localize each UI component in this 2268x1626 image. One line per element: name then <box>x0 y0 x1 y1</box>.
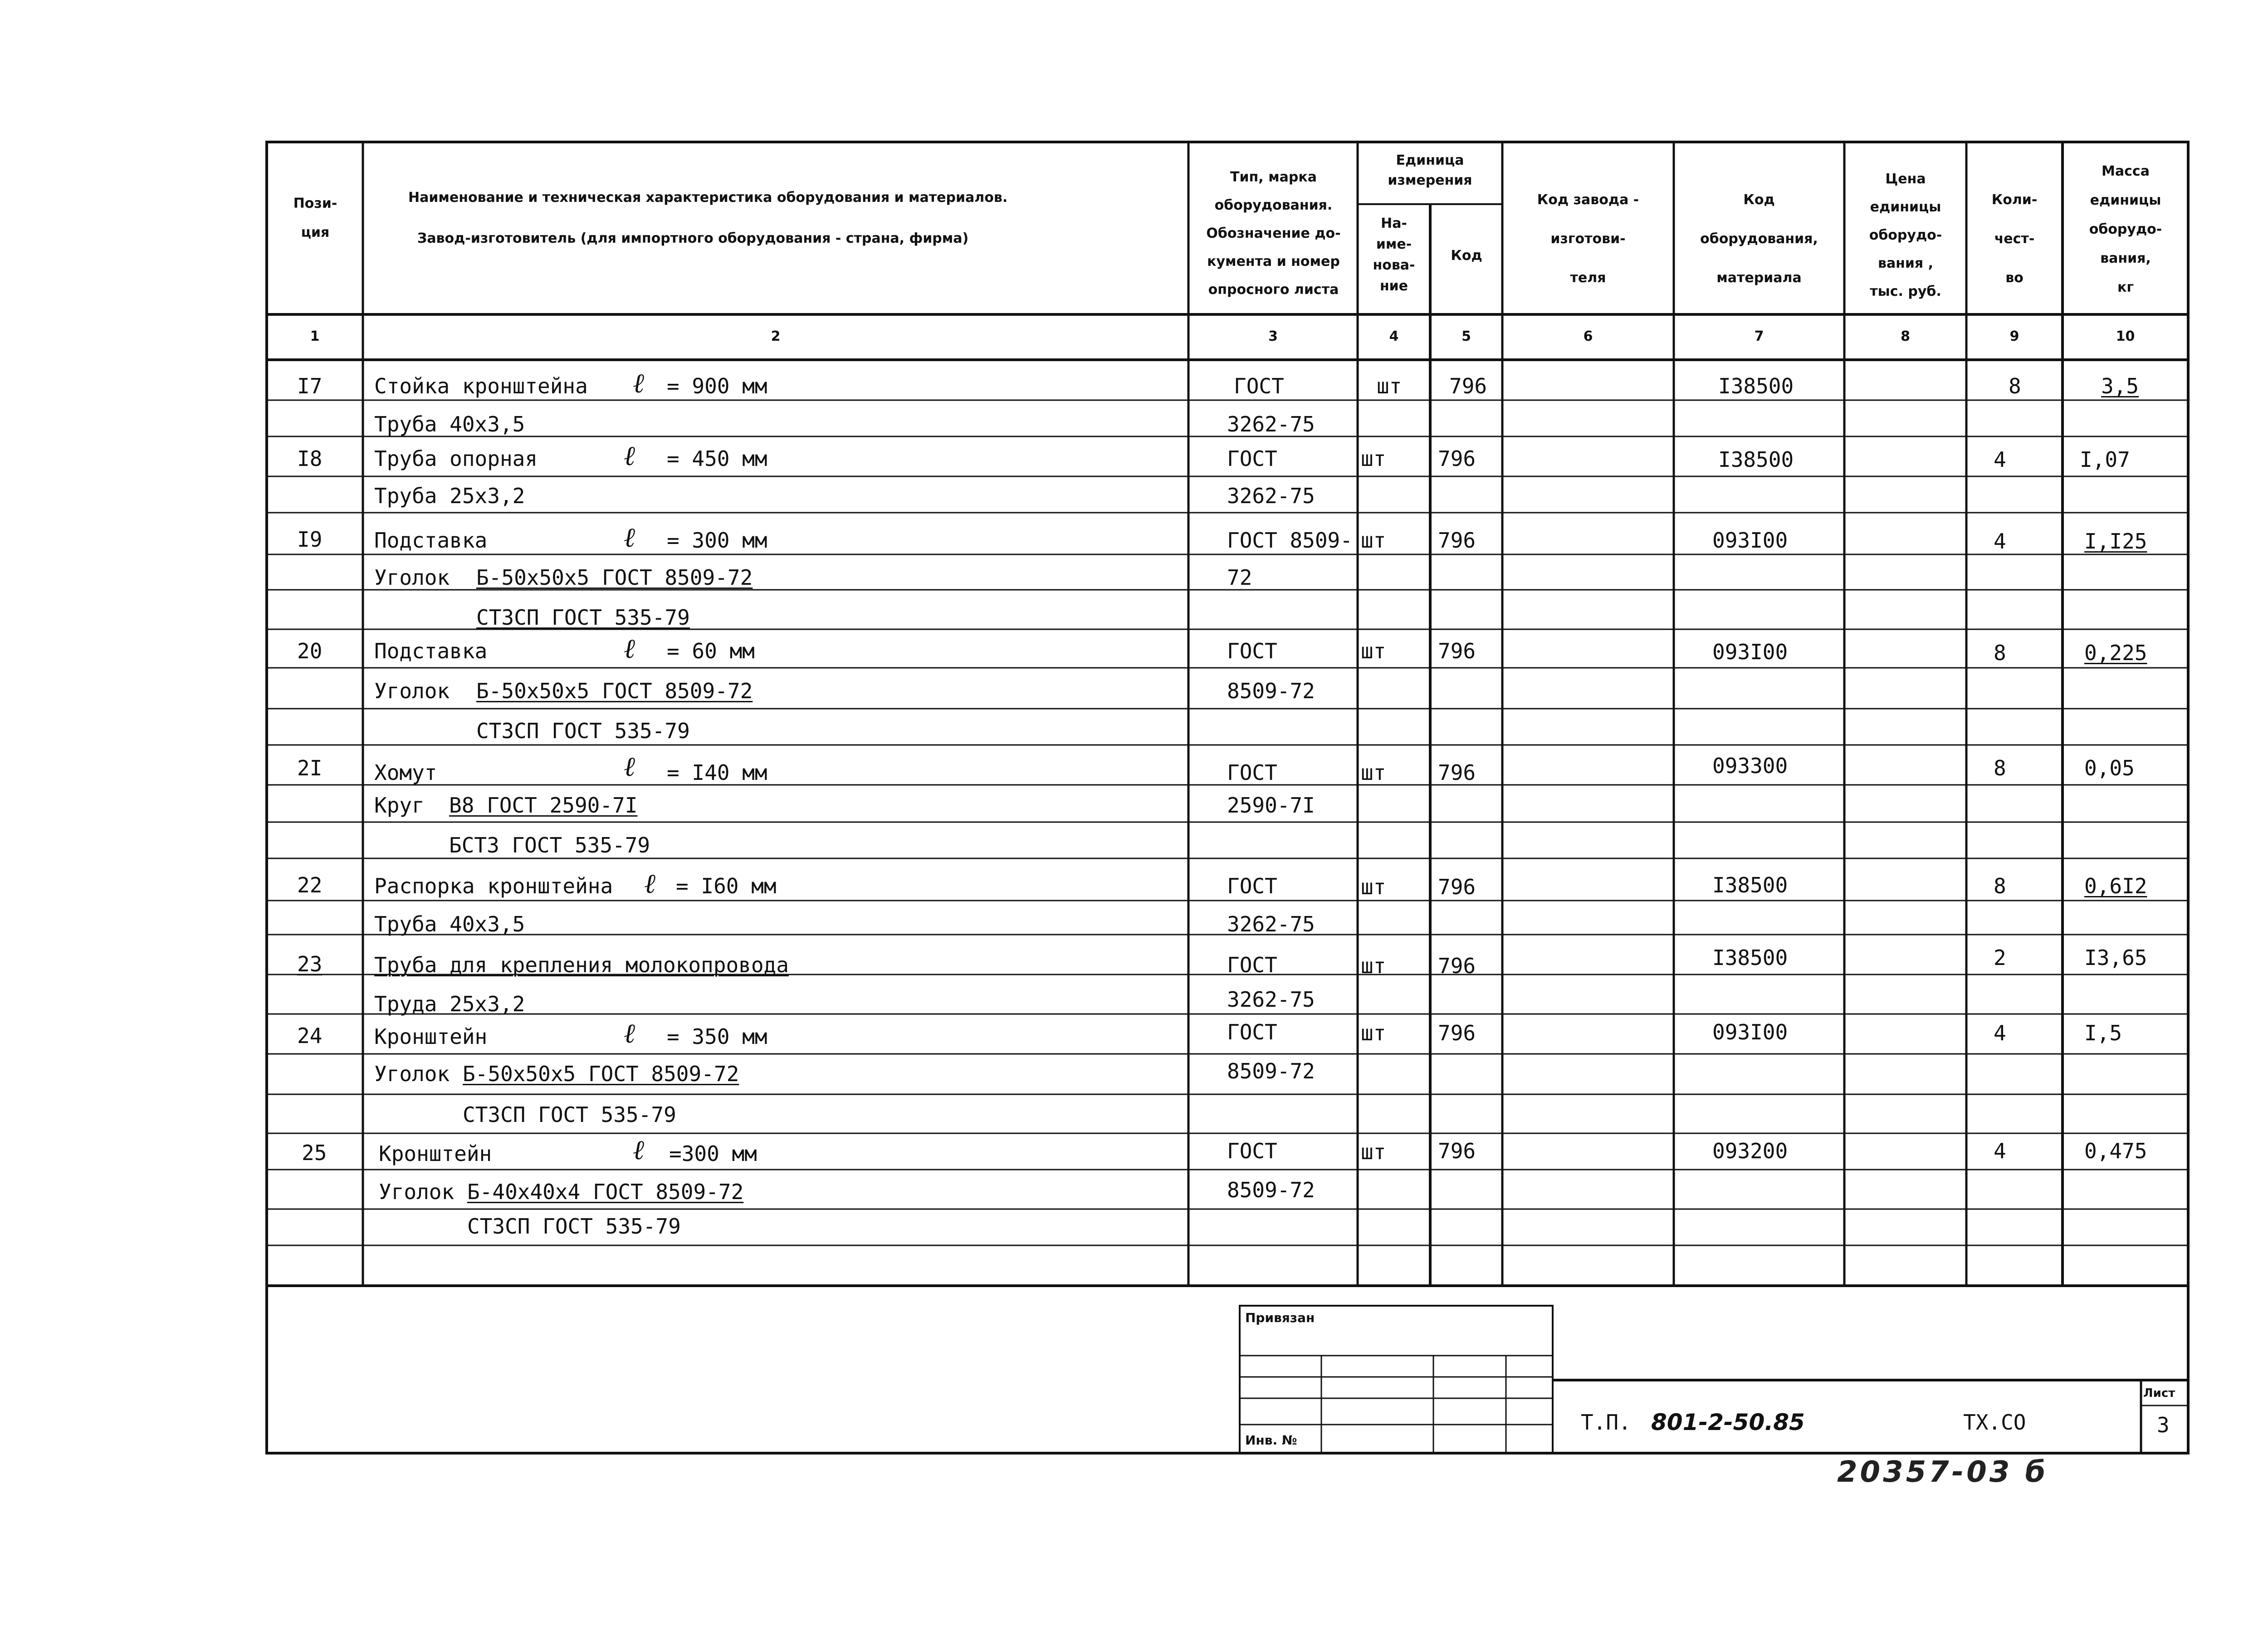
header-position: Пози- ция <box>293 196 337 240</box>
row-doc: ГОСТ 8509- <box>1227 528 1353 553</box>
row-length: = 350 мм <box>667 1024 767 1049</box>
row-unit-code: 796 <box>1438 1139 1476 1163</box>
row-name: Кронштейн <box>379 1141 492 1166</box>
row-qty: 2 <box>1994 945 2006 970</box>
row-material: Труба 40х3,5 <box>374 412 525 436</box>
col-number-5: 5 <box>1461 328 1471 344</box>
row-material-doc: 8509-72 <box>1227 1059 1315 1083</box>
stamp-privyazan-label: Привязан <box>1245 1310 1315 1325</box>
header-unit-name: На- име- нова- ние <box>1373 215 1415 294</box>
row-mass: I,07 <box>2080 447 2130 472</box>
row-length: = 900 мм <box>667 374 767 398</box>
row-qty: 8 <box>2009 374 2021 398</box>
row-length: = I40 мм <box>667 760 767 785</box>
row-mass: I,5 <box>2084 1021 2122 1045</box>
row-equip-code: 093I00 <box>1712 640 1788 664</box>
header-name-line1: Наименование и техническая характеристика оборудования и материалов. <box>408 190 1008 206</box>
row-doc: ГОСТ <box>1227 639 1277 663</box>
row-mass: 0,475 <box>2084 1139 2147 1163</box>
row-steel-grade: СТ3СП ГОСТ 535-79 <box>476 719 690 743</box>
header-name-line2: Завод-изготовитель (для импортного оборудования - страна, фирма) <box>417 230 969 246</box>
row-material-doc: 8509-72 <box>1227 1178 1315 1202</box>
row-steel-grade: СТ3СП ГОСТ 535-79 <box>463 1102 676 1127</box>
row-name: Стойка кронштейна <box>374 374 588 398</box>
row-mass: 0,05 <box>2084 756 2135 780</box>
header-qty: Коли- чест- во <box>1991 192 2038 286</box>
header-price: Цена единицы оборудо- вания , тыс. руб. <box>1869 171 1942 299</box>
row-length: =300 мм <box>669 1141 757 1166</box>
col-number-9: 9 <box>2009 328 2019 344</box>
row-position: 24 <box>297 1024 323 1048</box>
row-qty: 4 <box>1994 1021 2006 1045</box>
length-symbol: ℓ <box>633 1134 644 1166</box>
row-equip-code: I38500 <box>1712 945 1788 970</box>
row-material-type: Уголок <box>374 1062 450 1086</box>
project-code: 801-2-50.85 <box>1651 1409 1805 1435</box>
col-number-10: 10 <box>2116 328 2135 344</box>
row-doc: ГОСТ <box>1234 374 1284 398</box>
row-material-doc: 3262-75 <box>1227 987 1315 1012</box>
length-symbol: ℓ <box>624 1018 635 1049</box>
row-unit-code: 796 <box>1438 875 1476 899</box>
row-mass: 0,225 <box>2084 641 2147 665</box>
row-unit: шт <box>1361 760 1386 785</box>
row-material-doc: 72 <box>1227 565 1252 590</box>
row-equip-code: 093I00 <box>1712 1020 1788 1044</box>
row-unit: шт <box>1361 528 1386 553</box>
row-qty: 8 <box>1994 756 2006 780</box>
row-name: Труба для крепления молокопровода <box>374 953 789 977</box>
row-name: Кронштейн <box>374 1024 488 1049</box>
archive-number: 20357-03 б <box>1837 1455 2048 1489</box>
length-symbol: ℓ <box>624 522 635 553</box>
row-unit-code: 796 <box>1438 528 1476 553</box>
row-position: 23 <box>297 952 323 976</box>
row-equip-code: 093200 <box>1712 1139 1788 1163</box>
row-qty: 8 <box>1994 874 2006 898</box>
col-number-6: 6 <box>1583 328 1593 344</box>
row-unit: шт <box>1361 954 1386 978</box>
row-equip-code: I38500 <box>1718 374 1794 398</box>
row-doc: ГОСТ <box>1227 760 1277 785</box>
row-unit: шт <box>1361 1140 1386 1164</box>
row-material: Труба 40х3,5 <box>374 912 525 936</box>
row-position: I8 <box>297 446 323 471</box>
row-unit-code: 796 <box>1438 760 1476 785</box>
row-steel-grade: СТ3СП ГОСТ 535-79 <box>467 1214 681 1239</box>
row-mass: I3,65 <box>2084 945 2147 970</box>
row-material: Б-50х50х5 ГОСТ 8509-72 <box>476 679 753 703</box>
row-material: Б-50х50х5 ГОСТ 8509-72 <box>463 1062 739 1086</box>
row-material-doc: 3262-75 <box>1227 912 1315 936</box>
row-material-doc: 2590-7I <box>1227 793 1315 818</box>
header-plant-code: Код завода - изготови- теля <box>1537 192 1639 286</box>
row-material: Труба 25х3,2 <box>374 484 525 508</box>
row-length: = I60 мм <box>676 874 777 898</box>
sheet-number: 3 <box>2157 1413 2170 1437</box>
row-position: 2I <box>297 756 323 780</box>
row-unit-code: 796 <box>1438 446 1476 471</box>
row-equip-code: 093I00 <box>1712 528 1788 553</box>
row-material-doc: 3262-75 <box>1227 412 1315 436</box>
col-number-2: 2 <box>771 328 781 344</box>
row-equip-code: I38500 <box>1718 447 1794 472</box>
row-unit: шт <box>1361 875 1386 899</box>
row-unit: шт <box>1361 446 1386 471</box>
row-length: = 60 мм <box>667 639 755 663</box>
sheet-label: Лист <box>2143 1386 2175 1400</box>
row-doc: ГОСТ <box>1227 1020 1277 1044</box>
col-number-8: 8 <box>1901 328 1910 344</box>
row-name: Труба опорная <box>374 446 538 471</box>
row-unit: шт <box>1361 1021 1386 1045</box>
header-mass: Масса единицы оборудо- вания, кг <box>2089 163 2162 295</box>
row-unit: шт <box>1361 639 1386 663</box>
row-material-type: Уголок <box>379 1180 455 1204</box>
col-number-3: 3 <box>1268 328 1278 344</box>
row-material-doc: 8509-72 <box>1227 679 1315 703</box>
row-position: I9 <box>297 527 323 552</box>
col-number-7: 7 <box>1754 328 1764 344</box>
header-equip-code: Код оборудования, материала <box>1700 192 1818 286</box>
row-material-type: Уголок <box>374 679 450 703</box>
length-symbol: ℓ <box>624 633 635 665</box>
length-symbol: ℓ <box>624 440 635 472</box>
doc-code: ТХ.СО <box>1963 1410 2026 1435</box>
header-unit-group: Единица измерения <box>1388 152 1472 188</box>
length-symbol: ℓ <box>624 751 635 783</box>
row-qty: 4 <box>1994 529 2006 553</box>
row-length: = 450 мм <box>667 446 767 471</box>
row-mass: I,I25 <box>2084 529 2147 553</box>
row-position: 22 <box>297 873 323 897</box>
row-qty: 4 <box>1994 447 2006 472</box>
row-position: 25 <box>302 1141 327 1165</box>
row-steel-grade: БСТ3 ГОСТ 535-79 <box>449 833 650 857</box>
row-position: 20 <box>297 639 323 663</box>
row-qty: 8 <box>1994 641 2006 665</box>
header-type: Тип, марка оборудования. Обозначение до- кумента и номер опросного листа <box>1206 169 1341 298</box>
stamp-inv-label: Инв. № <box>1245 1433 1297 1448</box>
row-material: Труда 25х3,2 <box>374 992 525 1016</box>
row-name: Подставка <box>374 639 488 663</box>
row-unit: шт <box>1377 374 1402 398</box>
row-doc: ГОСТ <box>1227 953 1277 977</box>
row-equip-code: I38500 <box>1712 873 1788 897</box>
project-prefix: Т.П. <box>1581 1410 1631 1435</box>
row-doc: ГОСТ <box>1227 874 1277 898</box>
row-unit-code: 796 <box>1449 374 1487 398</box>
length-symbol: ℓ <box>644 868 655 900</box>
row-position: I7 <box>297 374 323 398</box>
header-unit-code: Код <box>1451 248 1482 264</box>
row-name: Подставка <box>374 528 488 553</box>
row-material: Б-50х50х5 ГОСТ 8509-72 <box>476 565 753 590</box>
col-number-4: 4 <box>1389 328 1399 344</box>
row-unit-code: 796 <box>1438 954 1476 978</box>
row-mass: 0,6I2 <box>2084 874 2147 898</box>
row-material: Б-40х40х4 ГОСТ 8509-72 <box>467 1180 744 1204</box>
row-doc: ГОСТ <box>1227 1139 1277 1163</box>
row-unit-code: 796 <box>1438 639 1476 663</box>
length-symbol: ℓ <box>633 367 644 399</box>
row-name: Хомут <box>374 760 437 785</box>
row-qty: 4 <box>1994 1139 2006 1163</box>
row-length: = 300 мм <box>667 528 767 553</box>
col-number-1: 1 <box>310 328 320 344</box>
row-material: В8 ГОСТ 2590-7I <box>449 793 638 818</box>
row-doc: ГОСТ <box>1227 446 1277 471</box>
row-material-type: Уголок <box>374 565 450 590</box>
row-material-doc: 3262-75 <box>1227 484 1315 508</box>
row-unit-code: 796 <box>1438 1021 1476 1045</box>
row-mass: 3,5 <box>2101 374 2139 398</box>
row-steel-grade: СТ3СП ГОСТ 535-79 <box>476 605 690 630</box>
row-equip-code: 093300 <box>1712 754 1788 778</box>
row-name: Распорка кронштейна <box>374 874 613 898</box>
row-material-type: Круг <box>374 793 425 818</box>
